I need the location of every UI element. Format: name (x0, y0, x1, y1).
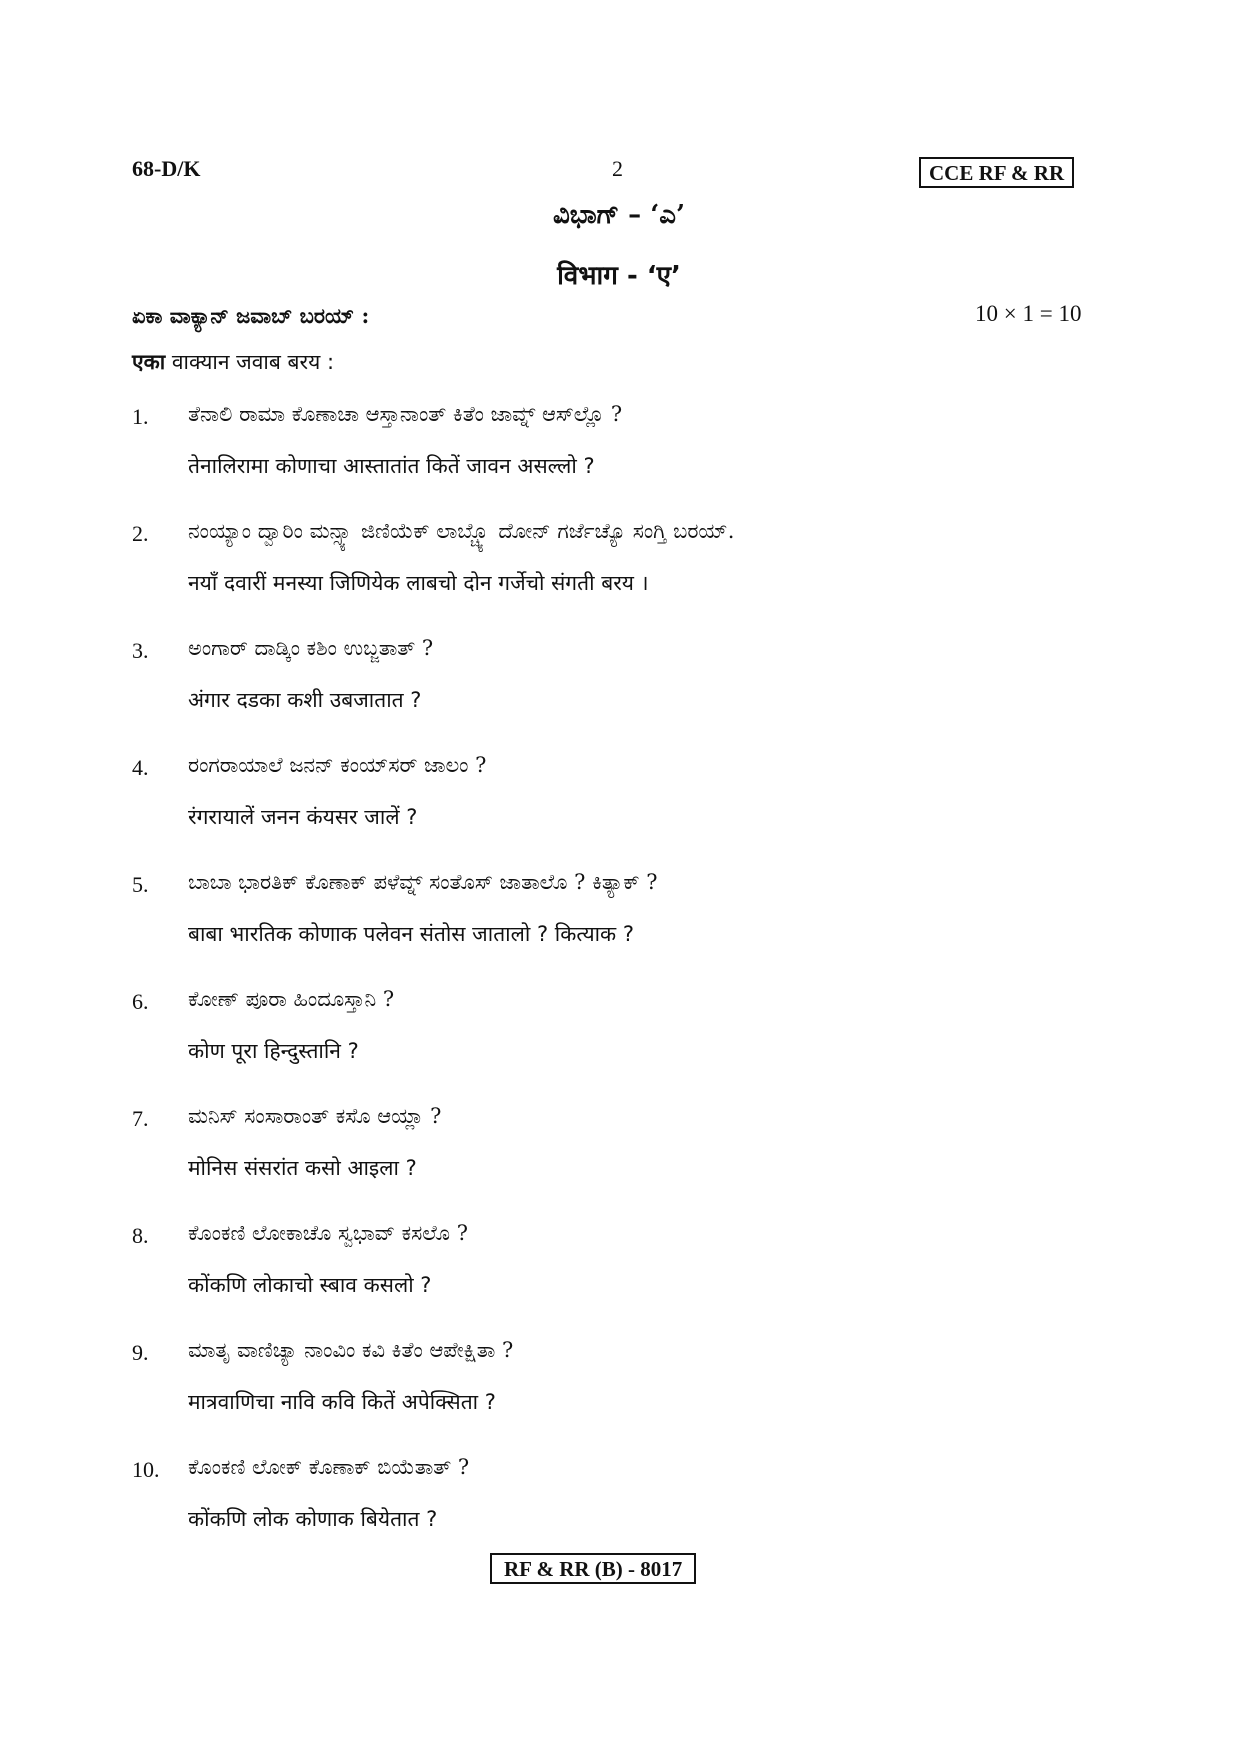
question-text-devanagari: मात्रवाणिचा नावि कवि कितें अपेक्सिता ? (188, 1390, 496, 1414)
question-text-kannada: ಅಂಗಾರ್ ದಾಡ್ಕಿಂ ಕಶಿಂ ಉಬ್ಜತಾತ್ ? (188, 636, 434, 660)
question-item (132, 870, 1112, 987)
question-number: 7. (132, 1106, 149, 1131)
question-text-devanagari: तेनालिरामा कोणाचा आस्तातांत कितें जावन असल्लो ? (188, 454, 595, 478)
question-text-kannada: ಕೊಂಕಣಿ ಲೋಕಾಚೊ ಸ್ವಭಾವ್ ಕಸಲೊ ? (188, 1221, 469, 1245)
question-number: 1. (132, 404, 149, 429)
question-item (132, 519, 1112, 636)
question-number: 10. (132, 1457, 160, 1482)
section-title-devanagari: विभाग - ‘ए’ (557, 261, 681, 291)
question-item (132, 1338, 1112, 1455)
question-text-kannada: ಮಾತೃ ವಾಣಿಚ್ಯಾ ನಾಂವಿಂ ಕವಿ ಕಿತೆಂ ಆಪೇಕ್ಷಿತಾ ? (188, 1338, 514, 1362)
question-item (132, 1221, 1112, 1338)
question-number: 3. (132, 638, 149, 663)
question-text-devanagari: कोण पूरा हिन्दुस्तानि ? (188, 1039, 359, 1063)
marks-allocation: 10 × 1 = 10 (975, 301, 1082, 326)
question-text-devanagari: नयाँ दवारीं मनस्या जिणियेक लाबचो दोन गर्जेचो संगती बरय । (188, 571, 649, 595)
question-text-devanagari: कोंकणि लोकाचो स्बाव कसलो ? (188, 1273, 432, 1297)
page-number: 2 (612, 156, 623, 181)
question-item (132, 402, 1112, 519)
question-item (132, 987, 1112, 1104)
section-title-kannada: ವಿಭಾಗ್ – ‘ಎ’ (552, 200, 686, 230)
question-text-kannada: ಬಾಬಾ ಭಾರತಿಕ್ ಕೊಣಾಕ್ ಪಳೆವ್ನ್ ಸಂತೊಸ್ ಜಾತಾಲೊ ? ಕಿತ್ಯಾಕ್ ? (188, 870, 658, 894)
instruction-devanagari-bold: एका (132, 350, 166, 374)
instruction-kannada: ಏಕಾ ವಾಕ್ಯಾನ್ ಜವಾಬ್ ಬರಯ್ : (132, 303, 370, 328)
footer-code-box: RF & RR (B) - 8017 (490, 1553, 696, 1584)
question-text-kannada: ಮನಿಸ್ ಸಂಸಾರಾಂತ್ ಕಸೊ ಆಯ್ಲಾ ? (188, 1104, 442, 1128)
question-text-devanagari: रंगरायालें जनन कंयसर जालें ? (188, 805, 418, 829)
question-text-kannada: ಕೋಣ್ ಪೂರಾ ಹಿಂದೂಸ್ತಾನಿ ? (188, 987, 395, 1011)
question-text-devanagari: अंगार दडका कशी उबजातात ? (188, 688, 422, 712)
question-number: 4. (132, 755, 149, 780)
question-number: 2. (132, 521, 149, 546)
question-number: 9. (132, 1340, 149, 1365)
paper-code: 68-D/K (132, 156, 201, 181)
question-item (132, 753, 1112, 870)
question-text-devanagari: मोनिस संसरांत कसो आइला ? (188, 1156, 417, 1180)
question-text-kannada: ಕೊಂಕಣಿ ಲೋಕ್ ಕೊಣಾಕ್ ಬಿಯೆತಾತ್ ? (188, 1455, 470, 1479)
question-text-kannada: ತೆನಾಲಿ ರಾಮಾ ಕೊಣಾಚಾ ಆಸ್ತಾನಾಂತ್ ಕಿತೆಂ ಜಾವ್ನ್ ಆಸ್‌ಲ್ಲೊ ? (188, 402, 623, 426)
question-text-devanagari: बाबा भारतिक कोणाक पलेवन संतोस जातालो ? कित्याक ? (188, 922, 635, 946)
question-number: 5. (132, 872, 149, 897)
question-item (132, 1104, 1112, 1221)
instruction-devanagari-rest: वाक्यान जवाब बरय : (165, 350, 335, 374)
question-list (132, 402, 1112, 1572)
exam-label-box: CCE RF & RR (919, 157, 1074, 188)
question-text-devanagari: कोंकणि लोक कोणाक बियेतात ? (188, 1507, 438, 1531)
question-text-kannada: ನಂಯ್ಯಾಂ ದ್ವಾರಿಂ ಮನ್ಸ್ಯಾ ಜಿಣಿಯೆಕ್ ಲಾಬ್ಚ್ಯೊ ದೋನ್ ಗರ್ಜೆಚ್ಯೊ ಸಂಗ್ತಿ ಬರಯ್. (188, 519, 735, 543)
instruction-devanagari (132, 348, 334, 376)
question-item (132, 636, 1112, 753)
question-number: 8. (132, 1223, 149, 1248)
question-number: 6. (132, 989, 149, 1014)
question-text-kannada: ರಂಗರಾಯಾಲೆ ಜನನ್ ಕಂಯ್‌ಸರ್ ಜಾಲಂ ? (188, 753, 487, 777)
